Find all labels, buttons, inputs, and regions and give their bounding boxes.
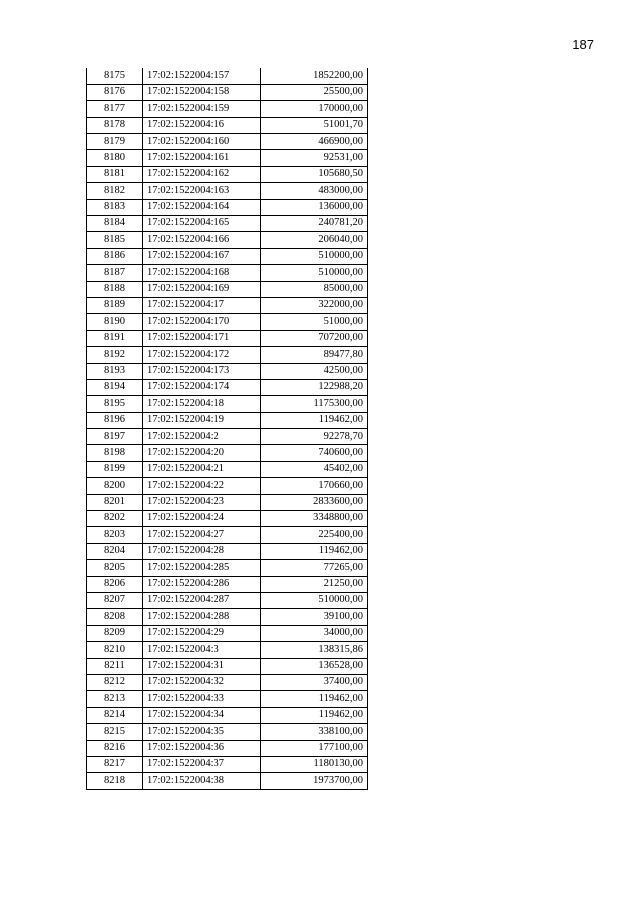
cadastral-number-cell: 17:02:1522004:24 — [143, 511, 261, 527]
row-number-cell: 8188 — [87, 281, 143, 297]
row-number-cell: 8208 — [87, 609, 143, 625]
cadastral-value-cell: 119462,00 — [261, 707, 368, 723]
table-row — [87, 756, 368, 772]
cadastral-number-cell: 17:02:1522004:168 — [143, 265, 261, 281]
cadastral-number-cell: 17:02:1522004:170 — [143, 314, 261, 330]
row-number-cell: 8194 — [87, 379, 143, 395]
cadastral-number-cell: 17:02:1522004:20 — [143, 445, 261, 461]
cadastral-number-cell: 17:02:1522004:33 — [143, 691, 261, 707]
cadastral-value-cell: 1973700,00 — [261, 773, 368, 789]
cadastral-number-cell: 17:02:1522004:162 — [143, 166, 261, 182]
table-row — [87, 593, 368, 609]
table-row — [87, 773, 368, 789]
cadastral-value-cell: 92278,70 — [261, 429, 368, 445]
cadastral-number-cell: 17:02:1522004:164 — [143, 199, 261, 215]
row-number-cell: 8183 — [87, 199, 143, 215]
cadastral-value-cell: 510000,00 — [261, 248, 368, 264]
row-number-cell: 8210 — [87, 642, 143, 658]
row-number-cell: 8197 — [87, 429, 143, 445]
cadastral-value-cell: 136000,00 — [261, 199, 368, 215]
cadastral-value-cell: 122988,20 — [261, 379, 368, 395]
row-number-cell: 8192 — [87, 347, 143, 363]
table-row — [87, 691, 368, 707]
row-number-cell: 8200 — [87, 478, 143, 494]
cadastral-value-cell: 105680,50 — [261, 166, 368, 182]
row-number-cell: 8193 — [87, 363, 143, 379]
table-row — [87, 511, 368, 527]
cadastral-number-cell: 17:02:1522004:17 — [143, 297, 261, 313]
cadastral-value-cell: 89477,80 — [261, 347, 368, 363]
row-number-cell: 8211 — [87, 658, 143, 674]
cadastral-value-cell: 170660,00 — [261, 478, 368, 494]
cadastral-value-cell: 707200,00 — [261, 330, 368, 346]
row-number-cell: 8202 — [87, 511, 143, 527]
table-row — [87, 248, 368, 264]
cadastral-value-cell: 45402,00 — [261, 461, 368, 477]
row-number-cell: 8212 — [87, 674, 143, 690]
row-number-cell: 8176 — [87, 84, 143, 100]
table-row — [87, 216, 368, 232]
cadastral-number-cell: 17:02:1522004:21 — [143, 461, 261, 477]
cadastral-number-cell: 17:02:1522004:2 — [143, 429, 261, 445]
cadastral-number-cell: 17:02:1522004:165 — [143, 216, 261, 232]
cadastral-value-cell: 51001,70 — [261, 117, 368, 133]
cadastral-number-cell: 17:02:1522004:157 — [143, 68, 261, 84]
row-number-cell: 8198 — [87, 445, 143, 461]
row-number-cell: 8178 — [87, 117, 143, 133]
cadastral-number-cell: 17:02:1522004:28 — [143, 543, 261, 559]
row-number-cell: 8218 — [87, 773, 143, 789]
row-number-cell: 8184 — [87, 216, 143, 232]
row-number-cell: 8199 — [87, 461, 143, 477]
table-row — [87, 265, 368, 281]
cadastral-value-cell: 3348800,00 — [261, 511, 368, 527]
row-number-cell: 8180 — [87, 150, 143, 166]
cadastral-value-cell: 466900,00 — [261, 134, 368, 150]
cadastral-number-cell: 17:02:1522004:163 — [143, 183, 261, 199]
cadastral-number-cell: 17:02:1522004:3 — [143, 642, 261, 658]
table-row — [87, 707, 368, 723]
cadastral-number-cell: 17:02:1522004:174 — [143, 379, 261, 395]
table-row — [87, 461, 368, 477]
row-number-cell: 8213 — [87, 691, 143, 707]
table-row — [87, 543, 368, 559]
cadastral-value-cell: 39100,00 — [261, 609, 368, 625]
cadastral-value-cell: 2833600,00 — [261, 494, 368, 510]
row-number-cell: 8204 — [87, 543, 143, 559]
row-number-cell: 8182 — [87, 183, 143, 199]
table-row — [87, 674, 368, 690]
cadastral-value-cell: 77265,00 — [261, 560, 368, 576]
cadastral-number-cell: 17:02:1522004:285 — [143, 560, 261, 576]
table-row — [87, 314, 368, 330]
table-row — [87, 527, 368, 543]
cadastral-number-cell: 17:02:1522004:19 — [143, 412, 261, 428]
table-row — [87, 658, 368, 674]
cadastral-value-cell: 170000,00 — [261, 101, 368, 117]
cadastral-number-cell: 17:02:1522004:287 — [143, 593, 261, 609]
table-row — [87, 363, 368, 379]
row-number-cell: 8191 — [87, 330, 143, 346]
cadastral-value-cell: 1175300,00 — [261, 396, 368, 412]
cadastral-value-cell: 136528,00 — [261, 658, 368, 674]
cadastral-number-cell: 17:02:1522004:27 — [143, 527, 261, 543]
cadastral-value-cell: 92531,00 — [261, 150, 368, 166]
table-row — [87, 166, 368, 182]
table-row — [87, 199, 368, 215]
cadastral-number-cell: 17:02:1522004:22 — [143, 478, 261, 494]
row-number-cell: 8175 — [87, 68, 143, 84]
cadastral-number-cell: 17:02:1522004:36 — [143, 740, 261, 756]
cadastral-value-cell: 34000,00 — [261, 625, 368, 641]
cadastral-value-cell: 206040,00 — [261, 232, 368, 248]
table-row — [87, 232, 368, 248]
row-number-cell: 8207 — [87, 593, 143, 609]
cadastral-number-cell: 17:02:1522004:23 — [143, 494, 261, 510]
cadastral-number-cell: 17:02:1522004:161 — [143, 150, 261, 166]
table-row — [87, 347, 368, 363]
table-row — [87, 281, 368, 297]
row-number-cell: 8195 — [87, 396, 143, 412]
cadastral-number-cell: 17:02:1522004:18 — [143, 396, 261, 412]
table-row — [87, 429, 368, 445]
cadastral-number-cell: 17:02:1522004:166 — [143, 232, 261, 248]
cadastral-number-cell: 17:02:1522004:171 — [143, 330, 261, 346]
cadastral-value-cell: 138315,86 — [261, 642, 368, 658]
table-row — [87, 150, 368, 166]
table-row — [87, 379, 368, 395]
table-row — [87, 560, 368, 576]
row-number-cell: 8186 — [87, 248, 143, 264]
row-number-cell: 8214 — [87, 707, 143, 723]
row-number-cell: 8189 — [87, 297, 143, 313]
cadastral-value-cell: 85000,00 — [261, 281, 368, 297]
cadastral-number-cell: 17:02:1522004:31 — [143, 658, 261, 674]
cadastral-value-cell: 119462,00 — [261, 412, 368, 428]
table-row — [87, 297, 368, 313]
cadastral-value-cell: 119462,00 — [261, 691, 368, 707]
row-number-cell: 8196 — [87, 412, 143, 428]
row-number-cell: 8177 — [87, 101, 143, 117]
cadastral-value-cell: 510000,00 — [261, 593, 368, 609]
cadastral-value-cell: 338100,00 — [261, 724, 368, 740]
row-number-cell: 8179 — [87, 134, 143, 150]
table-row — [87, 576, 368, 592]
cadastral-number-cell: 17:02:1522004:16 — [143, 117, 261, 133]
cadastral-value-cell: 225400,00 — [261, 527, 368, 543]
cadastral-value-cell: 177100,00 — [261, 740, 368, 756]
table-row — [87, 740, 368, 756]
cadastral-value-cell: 740600,00 — [261, 445, 368, 461]
row-number-cell: 8203 — [87, 527, 143, 543]
cadastral-value-cell: 119462,00 — [261, 543, 368, 559]
cadastral-number-cell: 17:02:1522004:34 — [143, 707, 261, 723]
cadastral-value-cell: 37400,00 — [261, 674, 368, 690]
cadastral-value-cell: 483000,00 — [261, 183, 368, 199]
row-number-cell: 8209 — [87, 625, 143, 641]
row-number-cell: 8181 — [87, 166, 143, 182]
cadastral-number-cell: 17:02:1522004:173 — [143, 363, 261, 379]
cadastral-number-cell: 17:02:1522004:37 — [143, 756, 261, 772]
table-row — [87, 183, 368, 199]
table-row — [87, 117, 368, 133]
table-row — [87, 642, 368, 658]
table-body — [87, 68, 368, 789]
cadastral-number-cell: 17:02:1522004:32 — [143, 674, 261, 690]
table-row — [87, 724, 368, 740]
table-row — [87, 412, 368, 428]
cadastral-value-cell: 25500,00 — [261, 84, 368, 100]
row-number-cell: 8216 — [87, 740, 143, 756]
cadastral-number-cell: 17:02:1522004:172 — [143, 347, 261, 363]
cadastral-value-cell: 510000,00 — [261, 265, 368, 281]
table-row — [87, 445, 368, 461]
table-row — [87, 101, 368, 117]
table-row — [87, 625, 368, 641]
cadastral-value-cell: 42500,00 — [261, 363, 368, 379]
cadastral-value-cell: 322000,00 — [261, 297, 368, 313]
row-number-cell: 8205 — [87, 560, 143, 576]
cadastral-number-cell: 17:02:1522004:35 — [143, 724, 261, 740]
page-number: 187 — [572, 37, 594, 52]
row-number-cell: 8215 — [87, 724, 143, 740]
table-row — [87, 330, 368, 346]
row-number-cell: 8190 — [87, 314, 143, 330]
cadastral-value-cell: 1180130,00 — [261, 756, 368, 772]
cadastral-number-cell: 17:02:1522004:288 — [143, 609, 261, 625]
table-row — [87, 609, 368, 625]
cadastral-number-cell: 17:02:1522004:158 — [143, 84, 261, 100]
table-row — [87, 396, 368, 412]
table-row — [87, 84, 368, 100]
row-number-cell: 8201 — [87, 494, 143, 510]
cadastral-number-cell: 17:02:1522004:160 — [143, 134, 261, 150]
row-number-cell: 8206 — [87, 576, 143, 592]
table-row — [87, 478, 368, 494]
row-number-cell: 8185 — [87, 232, 143, 248]
cadastral-value-cell: 51000,00 — [261, 314, 368, 330]
cadastral-number-cell: 17:02:1522004:167 — [143, 248, 261, 264]
cadastral-value-cell: 240781,20 — [261, 216, 368, 232]
cadastral-number-cell: 17:02:1522004:38 — [143, 773, 261, 789]
cadastral-value-table — [86, 68, 368, 790]
row-number-cell: 8187 — [87, 265, 143, 281]
cadastral-number-cell: 17:02:1522004:286 — [143, 576, 261, 592]
table-row — [87, 134, 368, 150]
cadastral-number-cell: 17:02:1522004:169 — [143, 281, 261, 297]
table-row — [87, 68, 368, 84]
table-row — [87, 494, 368, 510]
cadastral-number-cell: 17:02:1522004:29 — [143, 625, 261, 641]
cadastral-number-cell: 17:02:1522004:159 — [143, 101, 261, 117]
cadastral-value-cell: 1852200,00 — [261, 68, 368, 84]
row-number-cell: 8217 — [87, 756, 143, 772]
cadastral-value-cell: 21250,00 — [261, 576, 368, 592]
